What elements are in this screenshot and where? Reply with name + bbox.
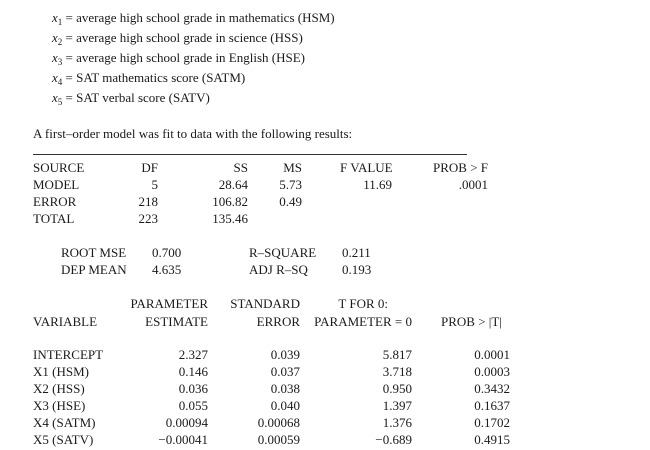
- param-std-error: 0.037: [270, 364, 300, 379]
- param-estimate: 0.146: [178, 364, 208, 379]
- header-se-line1: STANDARD: [230, 296, 300, 311]
- anova-ms: 5.73: [279, 177, 302, 192]
- anova-df: 5: [151, 177, 158, 192]
- table-rule: [33, 154, 467, 155]
- header-t-line2: PARAMETER = 0: [314, 314, 412, 329]
- r-square-value: 0.211: [342, 245, 371, 260]
- param-estimate: −0.00041: [158, 432, 208, 447]
- anova-prob: .0001: [458, 177, 488, 192]
- param-variable: INTERCEPT: [33, 347, 104, 362]
- param-prob: 0.1702: [474, 415, 510, 430]
- header-estimate-line2: ESTIMATE: [145, 314, 208, 329]
- anova-ss: 135.46: [212, 211, 248, 226]
- anova-ms: 0.49: [279, 194, 302, 209]
- anova-df: 218: [138, 194, 158, 209]
- param-t-value: 1.397: [382, 398, 412, 413]
- param-std-error: 0.00068: [257, 415, 300, 430]
- param-t-value: 5.817: [382, 347, 412, 362]
- param-variable: X1 (HSM): [33, 364, 89, 379]
- anova-header-ss: SS: [233, 160, 248, 175]
- anova-source: ERROR: [33, 194, 77, 209]
- root-mse-label: ROOT MSE: [61, 245, 127, 260]
- header-variable: VARIABLE: [33, 314, 98, 329]
- definition-line: $x_2$ = average high school grade in science (HSS): [52, 30, 303, 47]
- param-std-error: 0.039: [270, 347, 300, 362]
- header-prob: PROB > |T|: [441, 314, 502, 329]
- header-estimate-line1: PARAMETER: [130, 296, 208, 311]
- param-prob: 0.1637: [474, 398, 510, 413]
- param-std-error: 0.038: [270, 381, 300, 396]
- param-variable: X5 (SATV): [33, 432, 94, 447]
- anova-source: MODEL: [33, 177, 80, 192]
- anova-ss: 106.82: [212, 194, 248, 209]
- anova-ss: 28.64: [218, 177, 248, 192]
- param-prob: 0.4915: [474, 432, 510, 447]
- r-square-label: R–SQUARE: [249, 245, 317, 260]
- anova-header-source: SOURCE: [33, 160, 85, 175]
- param-std-error: 0.040: [270, 398, 300, 413]
- param-t-value: 3.718: [382, 364, 412, 379]
- param-estimate: 0.00094: [165, 415, 208, 430]
- param-t-value: −0.689: [375, 432, 412, 447]
- definition-line: $x_1$ = average high school grade in mathematics (HSM): [52, 10, 335, 27]
- param-estimate: 0.055: [178, 398, 208, 413]
- anova-source: TOTAL: [33, 211, 75, 226]
- definition-line: $x_5$ = SAT verbal score (SATV): [52, 90, 210, 107]
- header-t-line1: T FOR 0:: [338, 296, 388, 311]
- header-se-line2: ERROR: [256, 314, 300, 329]
- definition-line: $x_3$ = average high school grade in English (HSE): [52, 50, 305, 67]
- adj-r-square-label: ADJ R–SQ: [249, 262, 308, 277]
- dep-mean-value: 4.635: [152, 262, 182, 277]
- intro-text: A first–order model was fit to data with the following results:: [33, 126, 353, 141]
- param-t-value: 1.376: [382, 415, 412, 430]
- anova-header-prob: PROB > F: [433, 160, 489, 175]
- anova-fvalue: 11.69: [363, 177, 392, 192]
- param-std-error: 0.00059: [257, 432, 300, 447]
- param-estimate: 2.327: [178, 347, 208, 362]
- root-mse-value: 0.700: [152, 245, 182, 260]
- anova-df: 223: [138, 211, 158, 226]
- param-prob: 0.0001: [474, 347, 510, 362]
- param-t-value: 0.950: [382, 381, 412, 396]
- anova-header-df: DF: [141, 160, 158, 175]
- param-variable: X2 (HSS): [33, 381, 85, 396]
- param-variable: X3 (HSE): [33, 398, 86, 413]
- param-prob: 0.0003: [474, 364, 510, 379]
- dep-mean-label: DEP MEAN: [61, 262, 127, 277]
- adj-r-square-value: 0.193: [342, 262, 372, 277]
- anova-header-fvalue: F VALUE: [340, 160, 393, 175]
- param-prob: 0.3432: [474, 381, 510, 396]
- param-variable: X4 (SATM): [33, 415, 96, 430]
- definition-line: $x_4$ = SAT mathematics score (SATM): [52, 70, 246, 87]
- param-estimate: 0.036: [178, 381, 208, 396]
- anova-header-ms: MS: [283, 160, 302, 175]
